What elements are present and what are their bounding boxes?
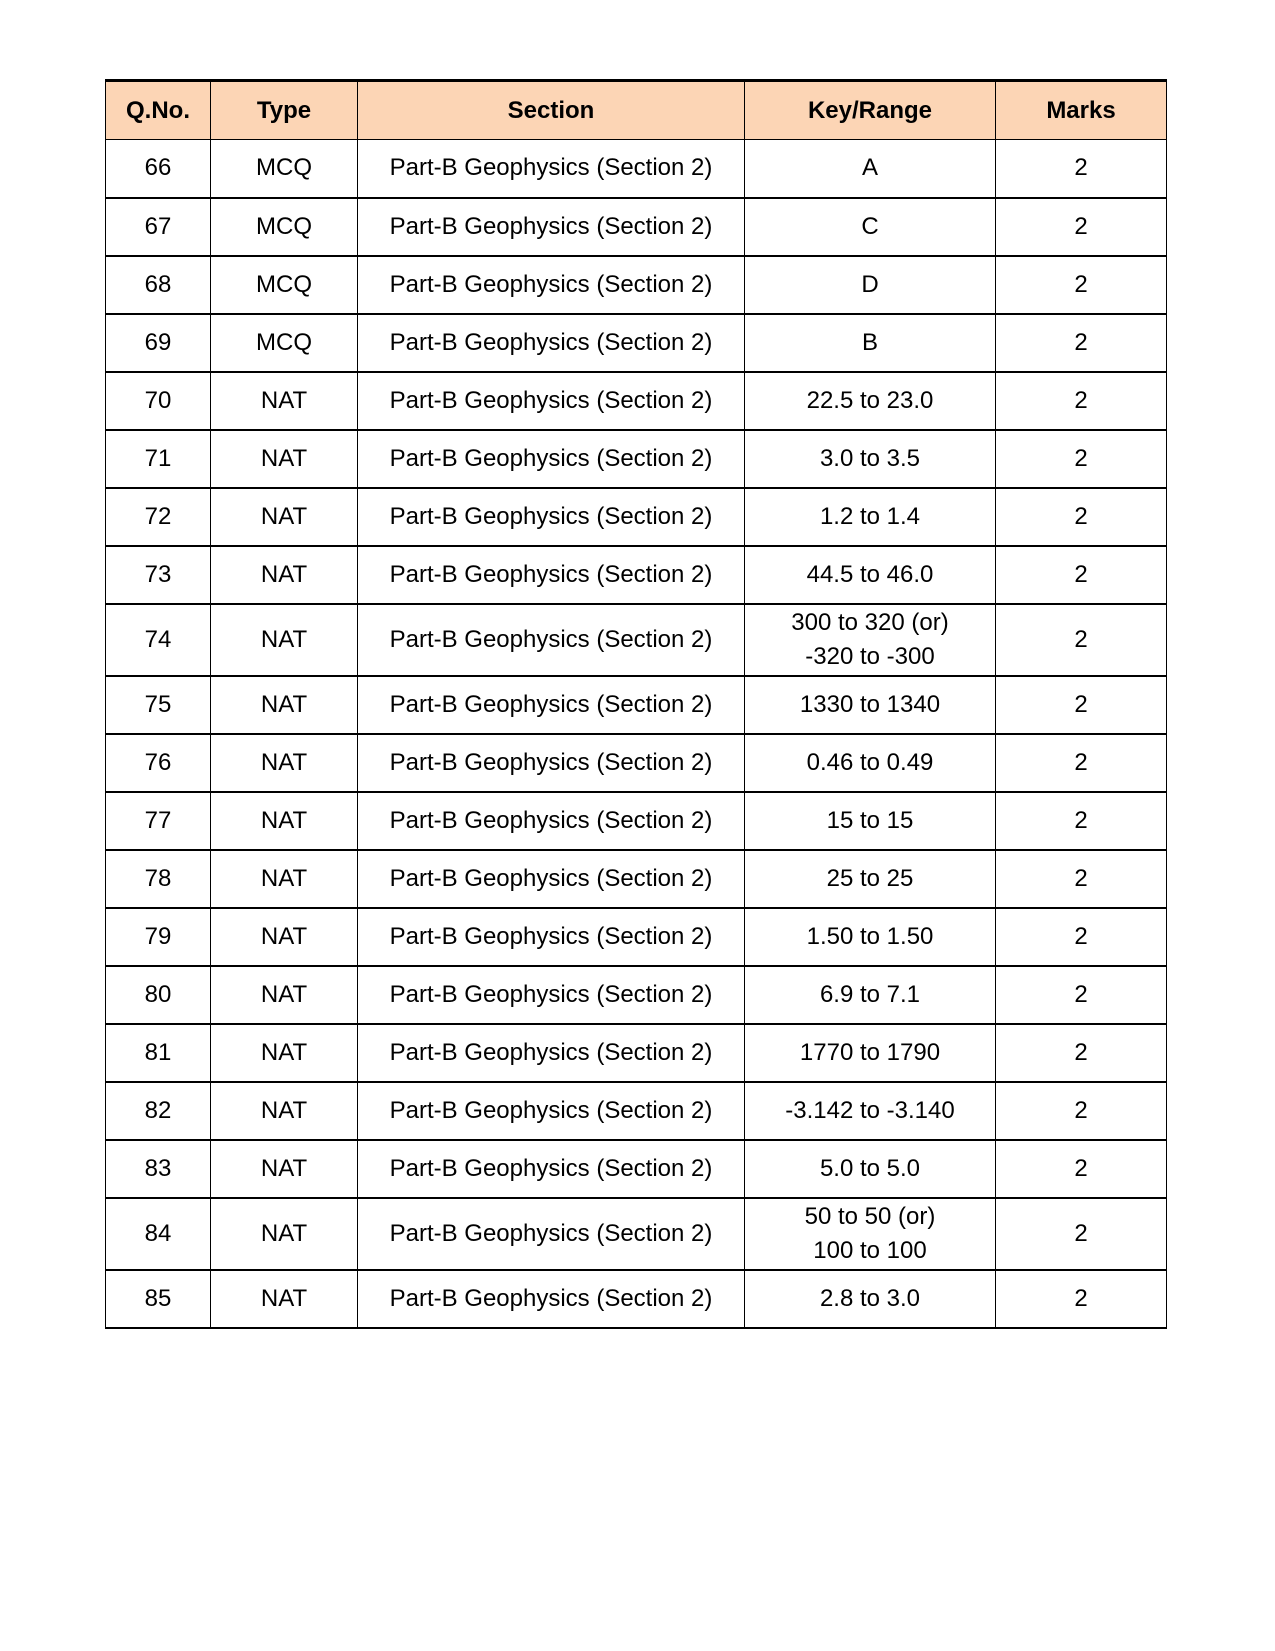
cell-marks: 2	[996, 140, 1167, 198]
cell-key-range: 300 to 320 (or) -320 to -300	[745, 604, 996, 676]
cell-qno: 66	[106, 140, 211, 198]
cell-section: Part-B Geophysics (Section 2)	[358, 1024, 745, 1082]
cell-section: Part-B Geophysics (Section 2)	[358, 1082, 745, 1140]
cell-marks: 2	[996, 372, 1167, 430]
cell-qno: 72	[106, 488, 211, 546]
cell-section: Part-B Geophysics (Section 2)	[358, 604, 745, 676]
cell-marks: 2	[996, 198, 1167, 256]
cell-marks: 2	[996, 1198, 1167, 1270]
cell-section: Part-B Geophysics (Section 2)	[358, 676, 745, 734]
cell-key-range: B	[745, 314, 996, 372]
cell-marks: 2	[996, 792, 1167, 850]
cell-qno: 85	[106, 1270, 211, 1328]
cell-key-range: 1330 to 1340	[745, 676, 996, 734]
cell-section: Part-B Geophysics (Section 2)	[358, 734, 745, 792]
cell-qno: 81	[106, 1024, 211, 1082]
cell-type: NAT	[211, 850, 358, 908]
cell-marks: 2	[996, 488, 1167, 546]
header-type: Type	[211, 81, 358, 140]
answer-key-table	[105, 79, 1167, 1329]
cell-qno: 82	[106, 1082, 211, 1140]
cell-key-range: 3.0 to 3.5	[745, 430, 996, 488]
cell-section: Part-B Geophysics (Section 2)	[358, 372, 745, 430]
cell-type: NAT	[211, 1140, 358, 1198]
cell-qno: 78	[106, 850, 211, 908]
cell-type: NAT	[211, 1270, 358, 1328]
cell-qno: 80	[106, 966, 211, 1024]
cell-marks: 2	[996, 850, 1167, 908]
cell-marks: 2	[996, 430, 1167, 488]
cell-section: Part-B Geophysics (Section 2)	[358, 850, 745, 908]
table-row	[106, 1198, 1167, 1270]
cell-type: NAT	[211, 1024, 358, 1082]
cell-type: NAT	[211, 1082, 358, 1140]
cell-key-range: 50 to 50 (or) 100 to 100	[745, 1198, 996, 1270]
table-row	[106, 1270, 1167, 1328]
cell-key-range: C	[745, 198, 996, 256]
cell-type: NAT	[211, 488, 358, 546]
cell-type: NAT	[211, 792, 358, 850]
cell-qno: 69	[106, 314, 211, 372]
cell-key-range: 2.8 to 3.0	[745, 1270, 996, 1328]
table-row	[106, 734, 1167, 792]
cell-marks: 2	[996, 1270, 1167, 1328]
cell-marks: 2	[996, 676, 1167, 734]
cell-marks: 2	[996, 314, 1167, 372]
table-row	[106, 676, 1167, 734]
table-body	[106, 140, 1167, 1328]
cell-marks: 2	[996, 604, 1167, 676]
cell-key-range: 1.50 to 1.50	[745, 908, 996, 966]
table-row	[106, 198, 1167, 256]
table-row	[106, 1024, 1167, 1082]
cell-section: Part-B Geophysics (Section 2)	[358, 256, 745, 314]
cell-section: Part-B Geophysics (Section 2)	[358, 314, 745, 372]
table-row	[106, 792, 1167, 850]
cell-key-range: 44.5 to 46.0	[745, 546, 996, 604]
header-qno: Q.No.	[106, 81, 211, 140]
cell-section: Part-B Geophysics (Section 2)	[358, 908, 745, 966]
cell-marks: 2	[996, 1140, 1167, 1198]
cell-section: Part-B Geophysics (Section 2)	[358, 430, 745, 488]
cell-type: NAT	[211, 430, 358, 488]
cell-qno: 71	[106, 430, 211, 488]
cell-type: MCQ	[211, 198, 358, 256]
cell-section: Part-B Geophysics (Section 2)	[358, 1270, 745, 1328]
cell-type: NAT	[211, 372, 358, 430]
cell-key-range: 1.2 to 1.4	[745, 488, 996, 546]
cell-type: NAT	[211, 734, 358, 792]
cell-section: Part-B Geophysics (Section 2)	[358, 198, 745, 256]
cell-qno: 67	[106, 198, 211, 256]
cell-key-range: 22.5 to 23.0	[745, 372, 996, 430]
table-row	[106, 850, 1167, 908]
cell-key-range: 6.9 to 7.1	[745, 966, 996, 1024]
cell-marks: 2	[996, 908, 1167, 966]
table-row	[106, 908, 1167, 966]
cell-qno: 75	[106, 676, 211, 734]
table-row	[106, 256, 1167, 314]
cell-type: NAT	[211, 966, 358, 1024]
table-row	[106, 966, 1167, 1024]
cell-marks: 2	[996, 1082, 1167, 1140]
cell-qno: 83	[106, 1140, 211, 1198]
cell-type: NAT	[211, 546, 358, 604]
cell-section: Part-B Geophysics (Section 2)	[358, 546, 745, 604]
table-row	[106, 1140, 1167, 1198]
cell-section: Part-B Geophysics (Section 2)	[358, 140, 745, 198]
table-row	[106, 488, 1167, 546]
cell-type: MCQ	[211, 140, 358, 198]
cell-qno: 79	[106, 908, 211, 966]
cell-type: NAT	[211, 1198, 358, 1270]
table-row	[106, 546, 1167, 604]
cell-qno: 74	[106, 604, 211, 676]
cell-qno: 76	[106, 734, 211, 792]
table-row	[106, 314, 1167, 372]
table-row	[106, 604, 1167, 676]
cell-type: NAT	[211, 908, 358, 966]
table-row	[106, 430, 1167, 488]
cell-marks: 2	[996, 546, 1167, 604]
header-marks: Marks	[996, 81, 1167, 140]
cell-key-range: 1770 to 1790	[745, 1024, 996, 1082]
cell-type: NAT	[211, 604, 358, 676]
cell-key-range: 0.46 to 0.49	[745, 734, 996, 792]
cell-section: Part-B Geophysics (Section 2)	[358, 488, 745, 546]
table-row	[106, 372, 1167, 430]
table-row	[106, 140, 1167, 198]
cell-marks: 2	[996, 966, 1167, 1024]
cell-key-range: -3.142 to -3.140	[745, 1082, 996, 1140]
cell-qno: 84	[106, 1198, 211, 1270]
cell-type: MCQ	[211, 314, 358, 372]
cell-section: Part-B Geophysics (Section 2)	[358, 1198, 745, 1270]
cell-section: Part-B Geophysics (Section 2)	[358, 1140, 745, 1198]
cell-marks: 2	[996, 256, 1167, 314]
cell-qno: 73	[106, 546, 211, 604]
cell-section: Part-B Geophysics (Section 2)	[358, 966, 745, 1024]
cell-qno: 77	[106, 792, 211, 850]
cell-key-range: D	[745, 256, 996, 314]
cell-type: MCQ	[211, 256, 358, 314]
cell-qno: 68	[106, 256, 211, 314]
cell-marks: 2	[996, 734, 1167, 792]
header-key-range: Key/Range	[745, 81, 996, 140]
cell-qno: 70	[106, 372, 211, 430]
header-section: Section	[358, 81, 745, 140]
cell-section: Part-B Geophysics (Section 2)	[358, 792, 745, 850]
table-row	[106, 1082, 1167, 1140]
cell-key-range: 15 to 15	[745, 792, 996, 850]
cell-key-range: 25 to 25	[745, 850, 996, 908]
cell-key-range: 5.0 to 5.0	[745, 1140, 996, 1198]
table-header	[106, 81, 1167, 140]
header-row	[106, 81, 1167, 140]
cell-key-range: A	[745, 140, 996, 198]
cell-marks: 2	[996, 1024, 1167, 1082]
cell-type: NAT	[211, 676, 358, 734]
